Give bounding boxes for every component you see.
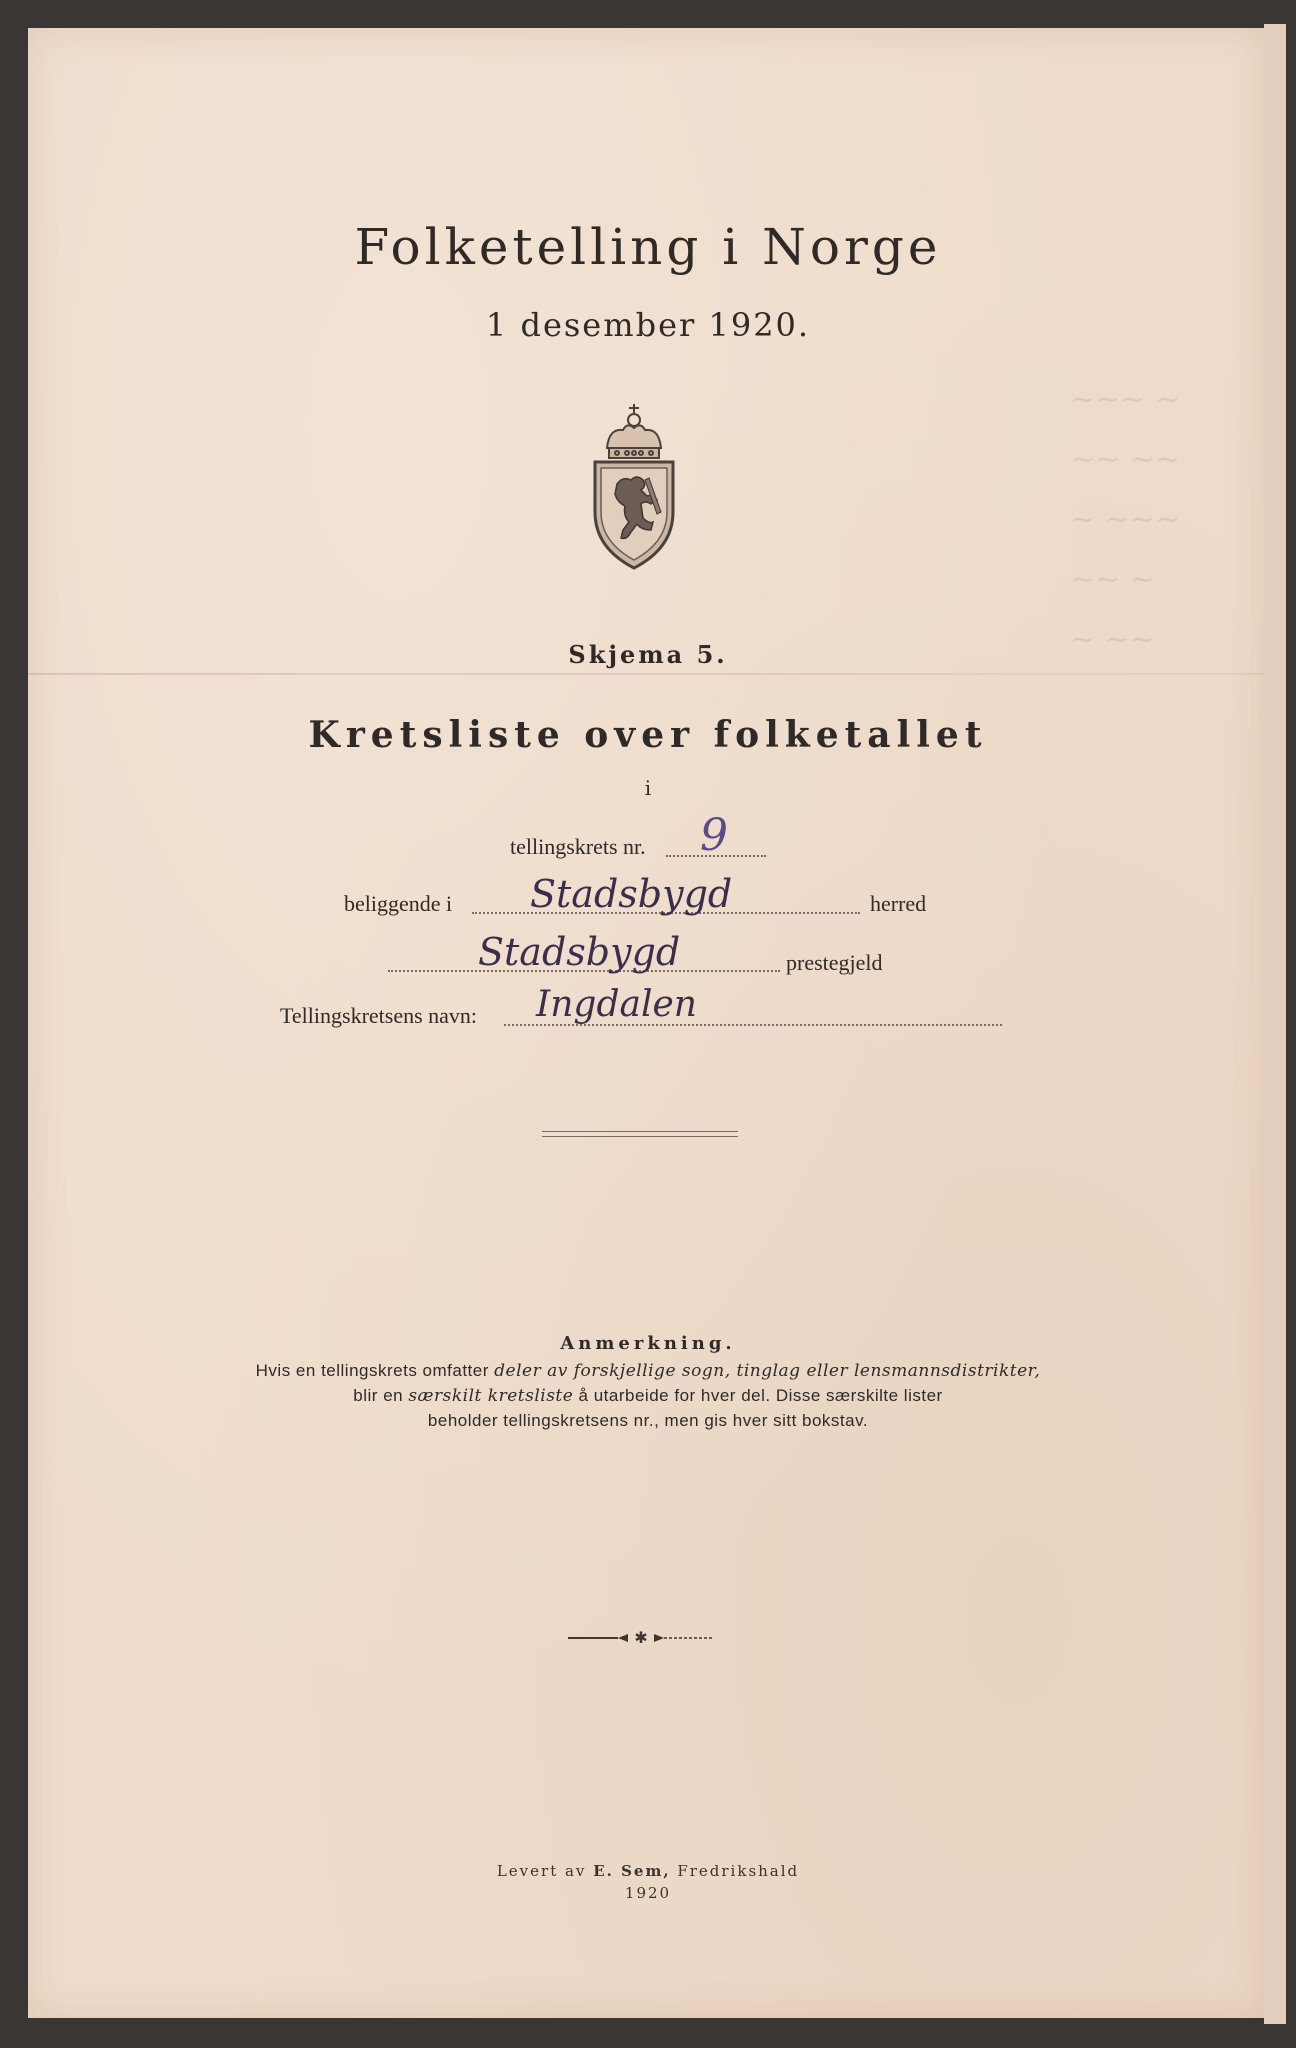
printer-line <box>0 1862 1296 1880</box>
navn-value: Ingdalen <box>536 984 697 1025</box>
section-divider <box>542 1131 738 1137</box>
printer-year: 1920 <box>624 1884 672 1902</box>
printer-place: Fredrikshald <box>677 1862 800 1880</box>
note-line-1-emphasis: deler av forskjellige sogn, tinglag eller lensmannsdistrikter, <box>494 1361 1041 1381</box>
note-line-2 <box>0 1386 1296 1406</box>
bleed-through-marks: ~~~ ~ ~~ ~~ ~ ~~~ ~~ ~ ~ ~~ <box>1070 382 1181 657</box>
herred-label: herred <box>870 891 927 916</box>
ornament-icon <box>566 1628 716 1648</box>
note-heading: Anmerkning. <box>560 1333 736 1354</box>
levert-text: Levert av <box>496 1862 587 1880</box>
beliggende-label: beliggende i <box>344 891 453 916</box>
prestegjeld-value: Stadsbygd <box>478 930 681 974</box>
schema-number: Skjema 5. <box>568 640 728 669</box>
note-line-3: beholder tellingskretsens nr., men gis hver sitt bokstav. <box>427 1411 869 1430</box>
svg-text:✱: ✱ <box>634 1628 648 1647</box>
krets-number-value: 9 <box>700 810 728 861</box>
page-title: Folketelling i Norge <box>354 218 942 276</box>
note-line-1-text: Hvis en tellingskrets omfatter <box>255 1361 495 1380</box>
krets-label: tellingskrets nr. <box>510 834 646 859</box>
prestegjeld-label: prestegjeld <box>786 950 883 975</box>
note-line-2-emphasis: særskilt kretsliste <box>408 1386 574 1406</box>
note-line-1 <box>0 1361 1296 1381</box>
fold-line <box>28 673 1264 675</box>
note-line-2-text-a: blir en <box>353 1386 409 1405</box>
note-line-2-text-c: å utarbeide for hver del. Disse særskilte lister <box>573 1386 943 1405</box>
norwegian-coat-of-arms-icon <box>587 400 681 572</box>
census-date: 1 desember 1920. <box>485 306 811 344</box>
form-heading: Kretsliste over folketallet <box>308 714 988 756</box>
navn-label: Tellingskretsens navn: <box>280 1003 478 1028</box>
preposition: i <box>644 776 652 800</box>
herred-value: Stadsbygd <box>530 872 733 916</box>
printer-name: E. Sem, <box>593 1862 671 1880</box>
